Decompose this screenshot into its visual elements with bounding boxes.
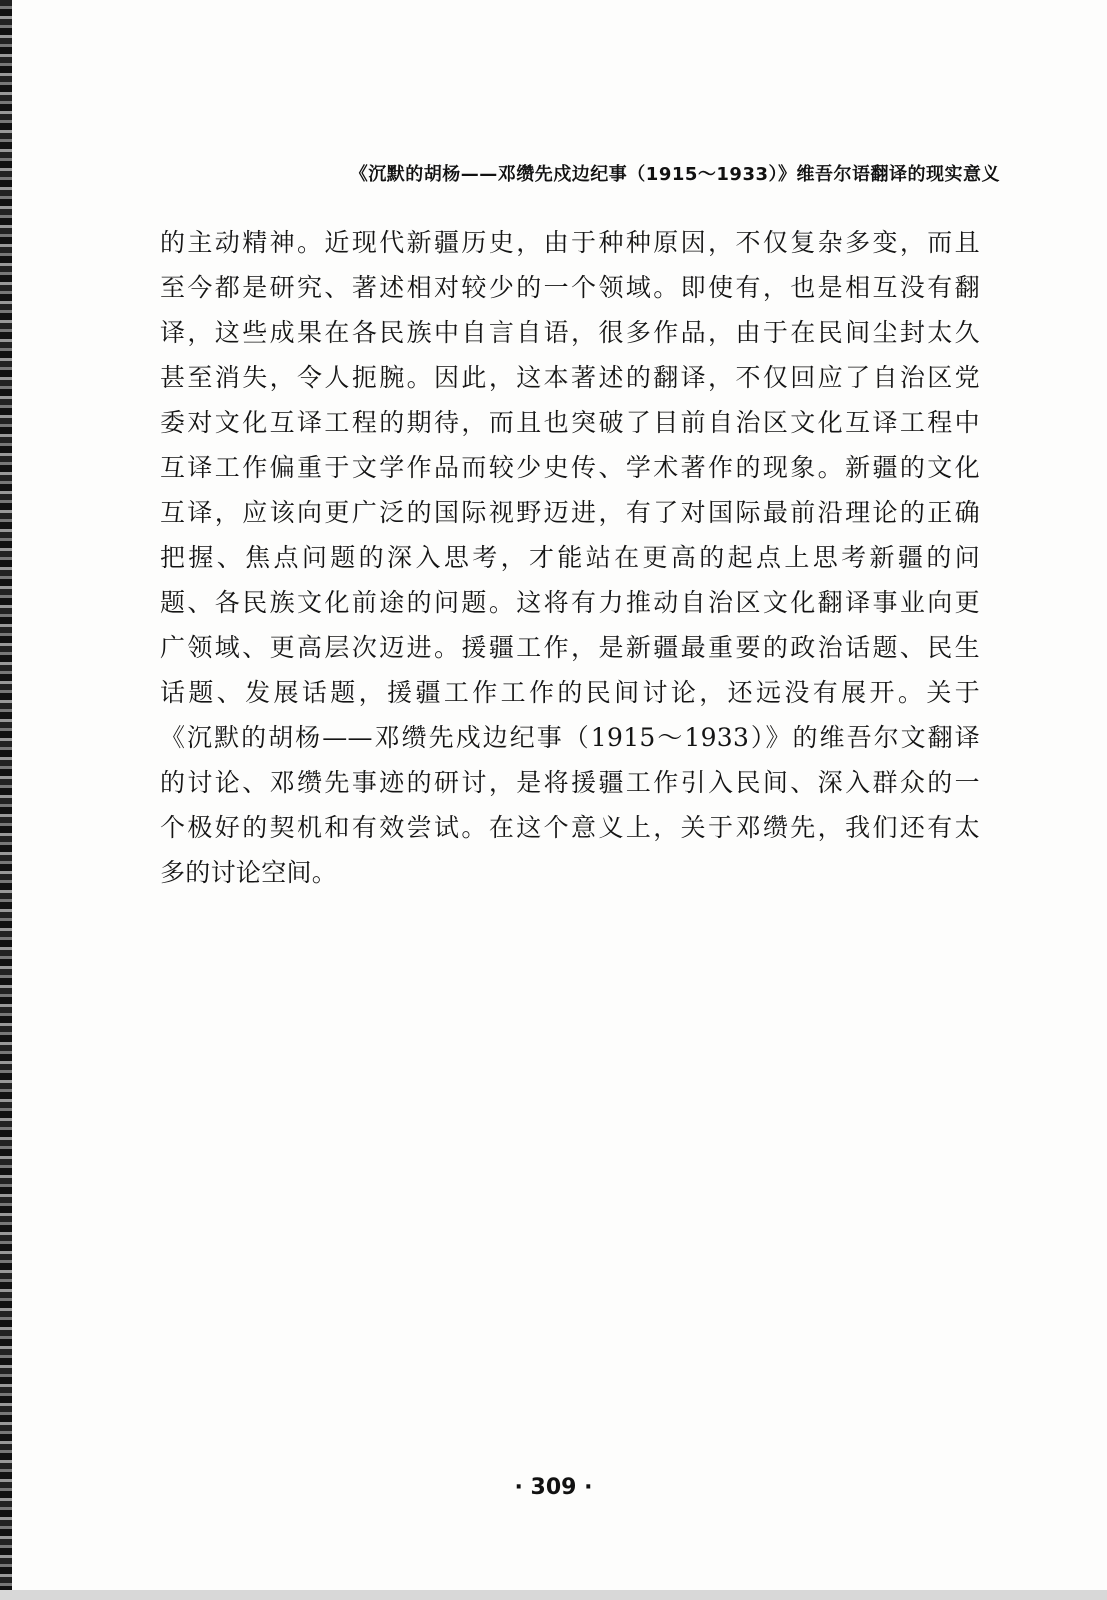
text-line: 《沉默的胡杨——邓缵先戍边纪事（1915～1933）》的维吾尔文翻译 <box>160 723 980 752</box>
scan-bottom-edge <box>0 1590 1107 1600</box>
text-line: 委对文化互译工程的期待，而且也突破了目前自治区文化互译工程中 <box>160 408 980 437</box>
text-line: 话题、发展话题，援疆工作工作的民间讨论，还远没有展开。关于 <box>160 678 980 707</box>
text-line: 多的讨论空间。 <box>160 858 338 887</box>
text-line: 的讨论、邓缵先事迹的研讨，是将援疆工作引入民间、深入群众的一 <box>160 768 980 797</box>
text-line: 的主动精神。近现代新疆历史，由于种种原因，不仅复杂多变，而且 <box>160 228 980 257</box>
text-line: 译，这些成果在各民族中自言自语，很多作品，由于在民间尘封太久 <box>160 318 980 347</box>
scan-binding-edge <box>0 0 12 1600</box>
text-line: 互译，应该向更广泛的国际视野迈进，有了对国际最前沿理论的正确 <box>160 498 980 527</box>
page-number: · 309 · <box>514 1475 593 1500</box>
text-line: 互译工作偏重于文学作品而较少史传、学术著作的现象。新疆的文化 <box>160 453 980 482</box>
text-line: 题、各民族文化前途的问题。这将有力推动自治区文化翻译事业向更 <box>160 588 980 617</box>
running-head: 《沉默的胡杨——邓缵先戍边纪事（1915～1933）》维吾尔语翻译的现实意义 <box>349 164 1000 185</box>
text-line: 至今都是研究、著述相对较少的一个领域。即使有，也是相互没有翻 <box>160 273 980 302</box>
text-line: 把握、焦点问题的深入思考，才能站在更高的起点上思考新疆的问 <box>160 543 980 572</box>
text-line: 甚至消失，令人扼腕。因此，这本著述的翻译，不仅回应了自治区党 <box>160 363 980 392</box>
text-line: 个极好的契机和有效尝试。在这个意义上，关于邓缵先，我们还有太 <box>160 813 980 842</box>
body-text <box>160 220 980 895</box>
text-line: 广领域、更高层次迈进。援疆工作，是新疆最重要的政治话题、民生 <box>160 633 980 662</box>
